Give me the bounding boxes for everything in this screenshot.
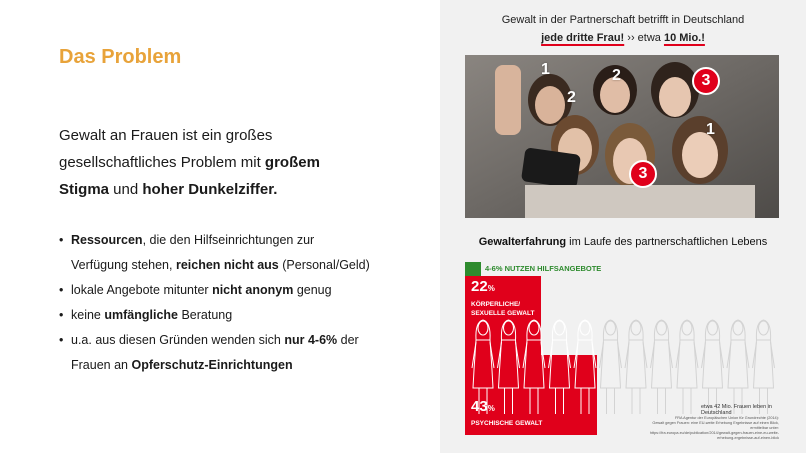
photo-number: 2 <box>567 89 576 106</box>
cat-physical-line2: SEXUELLE GEWALT <box>471 310 535 317</box>
source-line: Gewalt gegen Frauen: eine EU-weite Erhebung Ergebnisse auf einen Blick, ermittelbar unter: <box>652 421 779 430</box>
woman-figure-icon <box>651 320 673 414</box>
woman-figure-icon <box>625 320 647 414</box>
bullet-bold: umfängliche <box>104 308 178 322</box>
pct-psychological <box>471 398 495 415</box>
bullet-text: (Personal/Geld) <box>278 258 370 272</box>
violence-infographic <box>465 262 779 440</box>
group-selfie-photo <box>465 55 779 218</box>
slide-right-panel <box>440 0 806 453</box>
bullet-bold: nicht anonym <box>212 283 294 297</box>
headline-arrow-text: ›› etwa <box>624 32 664 44</box>
pct-unit: % <box>487 284 495 293</box>
chart-subtitle-bold: Gewalterfahrung <box>478 236 567 248</box>
green-help-text: NUTZEN HILFSANGEBOTE <box>504 264 602 273</box>
headline-highlight-third: jede dritte Frau! <box>541 32 625 44</box>
bullet-text: , die den Hilfseinrichtungen zur <box>142 233 315 247</box>
source-line: FRA Agentur der Europäischen Union für Grundrechte (2014): <box>674 416 779 420</box>
photo-illustration <box>465 55 779 218</box>
bullet-item-victim-protection <box>59 328 389 378</box>
intro-bold-grossem: großem <box>264 154 320 171</box>
intro-bold-stigma: Stigma <box>59 181 110 198</box>
bullet-item-counseling <box>59 303 389 328</box>
bullet-text: genug <box>293 283 332 297</box>
bullet-text: der <box>337 333 359 347</box>
headline: Gewalt in der Partnerschaft betrifft in Deutschland <box>501 14 745 26</box>
chart-subtitle <box>440 236 806 248</box>
woman-figure-icon <box>727 320 749 414</box>
woman-figure-icon <box>600 320 622 414</box>
green-help-box <box>465 262 481 276</box>
chart-subtitle-rest: im Laufe des partnerschaftlichen Lebens <box>566 236 768 248</box>
bullet-text: keine <box>71 308 105 322</box>
woman-figure-icon <box>498 320 520 414</box>
population-note: etwa 42 Mio. Frauen leben in Deutschland <box>701 404 772 416</box>
photo-number: 1 <box>541 61 550 78</box>
intro-text <box>59 122 389 203</box>
bullet-text: lokale Angebote mitunter <box>71 283 213 297</box>
woman-figure-icon <box>523 320 545 414</box>
green-help-pct: 4-6% <box>485 264 503 273</box>
green-help-label <box>485 264 601 273</box>
bullet-bold: nur 4-6% <box>284 333 338 347</box>
cat-physical-line1: KÖRPERLICHE/ <box>471 301 521 308</box>
bullet-text: u.a. aus diesen Gründen wenden sich <box>71 333 285 347</box>
source-citation <box>643 416 779 441</box>
pct-physical <box>471 278 495 295</box>
bullet-text: Frauen an <box>71 358 132 372</box>
pct-psychological-value: 43 <box>471 398 488 415</box>
woman-figure-icon <box>574 320 596 414</box>
intro-and: und <box>109 181 143 198</box>
headline-highlight-10mio: 10 Mio.! <box>663 32 705 44</box>
woman-figure-icon <box>549 320 571 414</box>
photo-number: 1 <box>706 121 715 138</box>
bullet-bold: Opferschutz-Einrichtungen <box>131 358 293 372</box>
photo-badge-3: 3 <box>692 67 720 95</box>
intro-bold-dunkelziffer: hoher Dunkelziffer. <box>142 181 278 198</box>
intro-line-2: gesellschaftliches Problem mit <box>59 154 265 171</box>
cat-psychological: PSYCHISCHE GEWALT <box>471 420 543 427</box>
intro-line-1: Gewalt an Frauen ist ein großes <box>59 127 273 144</box>
bullet-bold: reichen nicht aus <box>175 258 279 272</box>
photo-number: 2 <box>612 67 621 84</box>
pct-physical-value: 22 <box>471 278 488 295</box>
bullet-item-resources <box>59 228 389 278</box>
bullet-text: Beratung <box>177 308 233 322</box>
problem-bullet-list <box>59 228 389 378</box>
woman-figure-icon <box>753 320 775 414</box>
bullet-bold: Ressourcen <box>71 233 143 247</box>
woman-figure-icon <box>702 320 724 414</box>
bullet-item-anonymity <box>59 278 389 303</box>
bullet-text: Verfügung stehen, <box>71 258 176 272</box>
woman-figure-icon <box>676 320 698 414</box>
photo-badge-3: 3 <box>629 160 657 188</box>
source-line: https://fra.europa.eu/de/publication/2014/gewalt-gegen-frauen-eine-eu-weite-erhebung-ergebnisse-auf-einen-blick <box>649 431 779 440</box>
headline-stat <box>440 32 806 44</box>
pct-unit: % <box>487 404 495 413</box>
cat-physical <box>471 300 534 318</box>
slide-title: Das Problem <box>59 46 182 68</box>
